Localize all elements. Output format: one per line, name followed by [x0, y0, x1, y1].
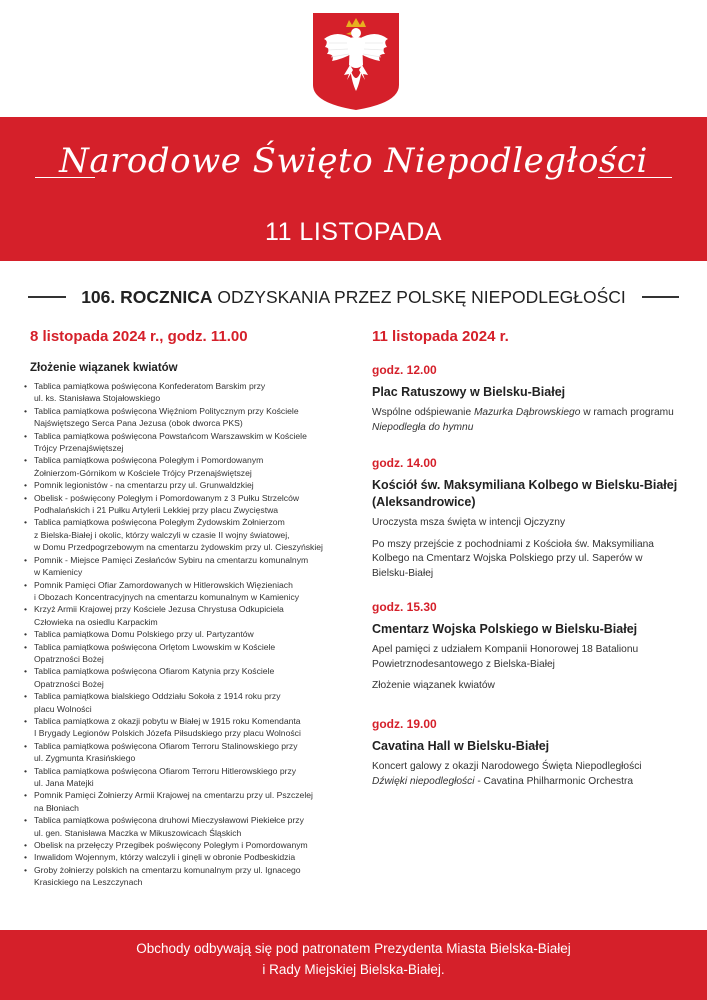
event-place: Cmentarz Wojska Polskiego w Bielsku-Białej: [372, 622, 638, 636]
wreath-location-item: [22, 430, 342, 455]
event-description: Uroczysta msza święta w intencji Ojczyzny: [372, 517, 566, 528]
wreath-locations-list: [22, 380, 342, 889]
patronage-footer: [0, 930, 707, 1000]
wreath-location-item: [22, 715, 342, 740]
wreath-location-line: Tablica pamiątkowa poświęcona Ofiarom Terroru Hitlerowskiego przy: [34, 765, 297, 776]
wreath-location-item: [22, 740, 342, 765]
wreath-location-line: Tablica pamiątkowa poświęcona Poległym Żydowskim Żołnierzom: [34, 517, 285, 528]
wreath-location-item: [22, 405, 342, 430]
wreath-location-line: Tablica pamiątkowa poświęcona Ofiarom Katynia przy Kościele: [34, 666, 275, 677]
desc-text: Wspólne odśpiewanie: [372, 407, 474, 418]
desc-italic: Dźwięki niepodległości: [372, 775, 475, 787]
wreath-location-line: Tablica pamiątkowa poświęcona Ofiarom Terroru Stalinowskiego przy: [34, 740, 298, 751]
wreath-location-line: ul. Jana Matejki: [34, 778, 94, 788]
wreath-location-item: [22, 690, 342, 715]
wreath-location-item: [22, 814, 342, 839]
wreath-location-line: Tablica pamiątkowa poświęcona Orlętom Lwowskim w Kościele: [34, 641, 276, 652]
wreath-location-item: [22, 641, 342, 666]
wreath-location-line: I Brygady Legionów Polskich Józefa Piłsudskiego przy placu Wolności: [34, 728, 301, 739]
wreath-location-item: [22, 864, 342, 889]
place-line: Kościół św. Maksymiliana Kolbego w Bielsku-Białej: [372, 478, 678, 492]
wreath-location-line: Tablica pamiątkowa poświęcona Powstańcom Warszawskim w Kościele: [34, 430, 307, 441]
wreath-location-line: Pomnik Pamięci Żołnierzy Armii Krajowej na cmentarzu przy ul. Pszczelej: [34, 790, 313, 801]
wreath-location-line: na Błoniach: [34, 802, 79, 813]
polish-white-eagle-crowned-icon: [313, 13, 399, 110]
wreath-location-line: ul. gen. Stanisława Maczka w Mikuszowicach Śląskich: [34, 827, 242, 838]
wreath-location-line: Obelisk - poświęcony Poległym i Pomordowanym z 3 Pułku Strzelców: [34, 492, 300, 503]
wreath-location-line: placu Wolności: [34, 703, 92, 714]
wreath-location-line: Pomnik Pamięci Ofiar Zamordowanych w Hitlerowskich Więzieniach: [34, 579, 293, 590]
wreath-location-line: Tablica pamiątkowa z okazji pobytu w Białej w 1915 roku Komendanta: [34, 715, 301, 726]
wreath-location-line: i Obozach Koncentracyjnych na cmentarzu komunalnym w Kamienicy: [34, 591, 300, 602]
wreath-location-line: z Bielska-Białej i okolic, którzy walczyli w czasie II wojny światowej,: [34, 529, 290, 540]
right-date-heading: 11 listopada 2024 r.: [372, 328, 509, 345]
event-place: [372, 477, 692, 511]
wreath-location-item: [22, 579, 342, 604]
wreath-location-line: Żołnierzom-Górnikom w Kościele Trójcy Przenajświętszej: [34, 467, 252, 478]
anniversary-heading: [0, 287, 707, 308]
wreath-location-line: Trójcy Przenajświętszej: [34, 443, 124, 454]
event-date: 11 LISTOPADA: [265, 218, 442, 246]
wreath-location-item: [22, 380, 342, 405]
anniversary-text: ODZYSKANIA PRZEZ POLSKĘ NIEPODLEGŁOŚCI: [212, 287, 626, 307]
event-time: godz. 12.00: [372, 363, 437, 377]
event-description: Koncert galowy z okazji Narodowego Święta Niepodległości: [372, 761, 642, 772]
wreath-location-line: w Domu Przedpogrzebowym na cmentarzu żydowskim przy ul. Cieszyńskiej: [34, 542, 323, 553]
desc-italic: Mazurka Dąbrowskiego: [473, 407, 581, 418]
wreath-location-line: w Kamienicy: [34, 567, 83, 578]
wreath-location-line: ul. ks. Stanisława Stojałowskiego: [34, 393, 161, 404]
wreath-location-line: Krasickiego na Leszczynach: [34, 877, 143, 888]
event-description: Po mszy przejście z pochodniami z Kościoła św. Maksymiliana Kolbego na Cmentarz Wojska Polskiego przy ul. Saperów w Bielsku-Białej: [372, 538, 654, 579]
event-block-2: [372, 456, 692, 588]
wreath-location-item: [22, 789, 342, 814]
event-time: godz. 19.00: [372, 717, 437, 731]
wreath-location-line: Krzyż Armii Krajowej przy Kościele Jezusa Chrystusa Odkupiciela: [34, 604, 284, 615]
footer-line-2: i Rady Miejskiej Bielska-Białej.: [262, 962, 445, 977]
wreath-location-item: [22, 765, 342, 790]
event-description: Apel pamięci z udziałem Kompanii Honorowej 18 Batalionu Powietrznodesantowego z Bielska-Białej: [372, 644, 639, 670]
wreath-location-item: [22, 554, 342, 579]
wreath-location-line: Inwalidom Wojennym, którzy walczyli i ginęli w obronie Podbeskidzia: [34, 852, 296, 863]
wreath-location-item: [22, 628, 342, 640]
desc-italic: Niepodległa do hymnu: [372, 421, 474, 433]
wreath-location-line: Tablica pamiątkowa poświęcona druhowi Mieczysławowi Piekiełce przy: [34, 815, 304, 826]
wreath-location-line: Tablica pamiątkowa Domu Polskiego przy ul. Partyzantów: [34, 629, 254, 640]
event-description: [372, 406, 692, 435]
event-time: godz. 14.00: [372, 456, 437, 470]
polish-eagle-emblem: [313, 13, 399, 110]
wreath-location-line: Podhalańskich i 21 Pułku Artylerii Lekkiej przy placu Zwycięstwa: [34, 505, 279, 516]
anniversary-number: 106. ROCZNICA: [81, 287, 213, 307]
wreath-location-item: [22, 516, 342, 553]
wreath-location-item: [22, 665, 342, 690]
footer-line-1: Obchody odbywają się pod patronatem Prezydenta Miasta Bielska-Białej: [136, 941, 571, 956]
wreath-location-line: Tablica pamiątkowa poświęcona Konfederatom Barskim przy: [34, 381, 266, 391]
wreath-location-item: [22, 479, 342, 491]
wreath-location-item: [22, 454, 342, 479]
event-place: Cavatina Hall w Bielsku-Białej: [372, 739, 550, 753]
wreath-location-line: Groby żołnierzy polskich na cmentarzu komunalnym przy ul. Ignacego: [34, 864, 301, 875]
wreath-location-line: Tablica pamiątkowa poświęcona Poległym i Pomordowanym: [34, 455, 264, 466]
wreath-location-line: Pomnik legionistów - na cmentarzu przy ul. Grunwaldzkiej: [34, 480, 254, 491]
event-block-3: [372, 600, 692, 701]
desc-text: w ramach programu: [580, 407, 674, 418]
place-line: (Aleksandrowice): [372, 495, 476, 509]
wreath-location-line: Opatrzności Bożej: [34, 678, 104, 689]
event-title: Narodowe Święto Niepodległości: [59, 141, 648, 181]
wreath-location-line: Tablica pamiątkowa poświęcona Więźniom Politycznym przy Kościele: [34, 405, 299, 416]
wreath-location-line: Opatrzności Bożej: [34, 653, 104, 664]
title-banner: [0, 117, 707, 261]
wreath-location-item: [22, 839, 342, 851]
event-place: Plac Ratuszowy w Bielsku-Białej: [372, 385, 566, 399]
wreath-location-line: Najświętszego Serca Pana Jezusa (obok dworca PKS): [34, 418, 243, 429]
wreath-location-line: Człowieka na osiedlu Karpackim: [34, 616, 158, 627]
wreath-location-item: [22, 492, 342, 517]
event-description: Złożenie wiązanek kwiatów: [372, 680, 495, 691]
wreath-location-line: Tablica pamiątkowa bialskiego Oddziału Sokoła z 1914 roku przy: [34, 691, 281, 702]
wreath-location-item: [22, 851, 342, 863]
wreath-laying-heading: Złożenie wiązanek kwiatów: [30, 362, 178, 374]
event-time: godz. 15.30: [372, 600, 437, 614]
event-description: [372, 775, 692, 790]
left-date-heading: 8 listopada 2024 r., godz. 11.00: [30, 328, 248, 345]
desc-text: - Cavatina Philharmonic Orchestra: [474, 775, 634, 787]
wreath-location-line: Pomnik - Miejsce Pamięci Zesłańców Sybiru na cmentarzu komunalnym: [34, 554, 309, 565]
wreath-location-line: Obelisk na przełęczy Przegibek poświęcony Poległym i Pomordowanym: [34, 840, 308, 851]
wreath-location-item: [22, 603, 342, 628]
event-block-1: [372, 363, 692, 442]
wreath-location-line: ul. Zygmunta Krasińskiego: [34, 753, 136, 764]
event-block-4: [372, 717, 692, 796]
